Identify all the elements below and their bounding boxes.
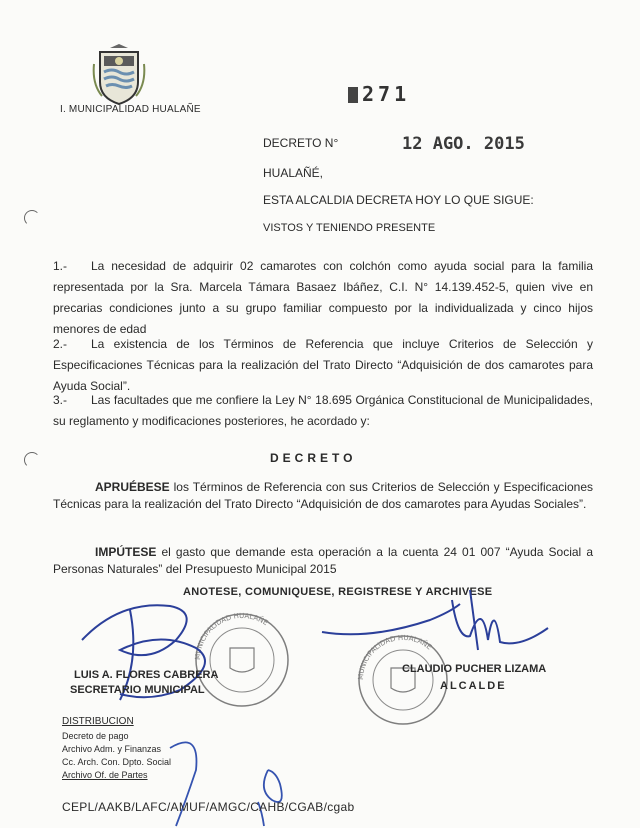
distribution-heading: DISTRIBUCION <box>62 716 134 727</box>
vistos-heading: VISTOS Y TENIENDO PRESENTE <box>263 222 436 234</box>
anotese-statement: ANOTESE, COMUNIQUESE, REGISTRESE Y ARCHIVESE <box>183 586 493 598</box>
mayor-role: ALCALDE <box>440 680 507 692</box>
stamp-mark-icon <box>348 87 358 103</box>
visto-text: La necesidad de adquirir 02 camarotes con colchón como ayuda social para la familia representada por la Sra. Marcela Támara Basaez Ibáñez, C.I. N° 14.139.452-5, quien vive en precarias condiciones junto a su grupo familiar compuesto por la individualizada y cinco hijos menores de edad <box>53 259 593 336</box>
distribution-item: Cc. Arch. Con. Dpto. Social <box>62 757 172 767</box>
visto-text: Las facultades que me confiere la Ley N° 18.695 Orgánica Constitucional de Municipalidades, su reglamento y modificaciones posteriores, he acordado y: <box>53 393 593 428</box>
visto-number: 3.- <box>53 393 68 407</box>
distribution-item: Decreto de pago <box>62 731 129 741</box>
visto-1 <box>53 256 593 340</box>
visto-3 <box>53 390 593 432</box>
visto-text: La existencia de los Términos de Referencia que incluye Criterios de Selección y Especificaciones Técnicas para la realización del Trato Directo “Adquisición de dos camarotes para Ayuda Social”. <box>53 337 593 393</box>
decreto-label: DECRETO N° <box>263 136 339 150</box>
decree-number-stamp <box>348 82 410 106</box>
place: HUALAÑÉ, <box>263 166 324 180</box>
distribution-item: Archivo Of. de Partes <box>62 770 148 780</box>
seal-text: MUNICIPALIDAD HUALAÑE <box>193 611 270 661</box>
decreto-title: DECRETO <box>270 451 357 465</box>
punch-hole-mark <box>24 452 40 468</box>
resolution-keyword: APRUÉBESE <box>95 480 170 494</box>
initials-line: CEPL/AAKB/LAFC/AMUF/AMGC/CAHB/CGAB/cgab <box>62 800 355 814</box>
resolution-imputese <box>53 544 593 578</box>
secretary-name: LUIS A. FLORES CABRERA <box>74 669 219 681</box>
resolution-apruebese <box>53 479 593 513</box>
visto-number: 2.- <box>53 337 68 351</box>
secretary-seal <box>194 612 288 706</box>
decree-number: 271 <box>362 82 411 106</box>
resolution-text: el gasto que demande esta operación a la cuenta 24 01 007 “Ayuda Social a Personas Naturales” del Presupuesto Municipal 2015 <box>53 545 593 576</box>
alcaldia-statement: ESTA ALCALDIA DECRETA HOY LO QUE SIGUE: <box>263 193 534 207</box>
mayor-seal <box>357 634 447 724</box>
svg-text:MUNICIPALIDAD HUALAÑE <box>194 612 269 660</box>
seal-text: MUNICIPALIDAD HUALAÑE <box>356 633 434 681</box>
municipality-name: I. MUNICIPALIDAD HUALAÑE <box>60 104 201 115</box>
date-stamp: 12 AGO. 2015 <box>402 134 525 154</box>
distribution-item: Archivo Adm. y Finanzas <box>62 744 162 754</box>
mayor-name: CLAUDIO PUCHER LIZAMA <box>402 663 547 675</box>
punch-hole-mark <box>24 210 40 226</box>
secretary-role: SECRETARIO MUNICIPAL <box>70 684 205 696</box>
visto-number: 1.- <box>53 259 68 273</box>
resolution-text: los Términos de Referencia con sus Criterios de Selección y Especificaciones Técnicas para la realización del Trato Directo “Adquisición de dos camarotes para Ayudas Sociales”. <box>53 480 593 511</box>
coat-of-arms-icon <box>92 44 146 106</box>
resolution-keyword: IMPÚTESE <box>95 545 157 559</box>
visto-2 <box>53 334 593 397</box>
mayor-signature <box>322 590 548 650</box>
